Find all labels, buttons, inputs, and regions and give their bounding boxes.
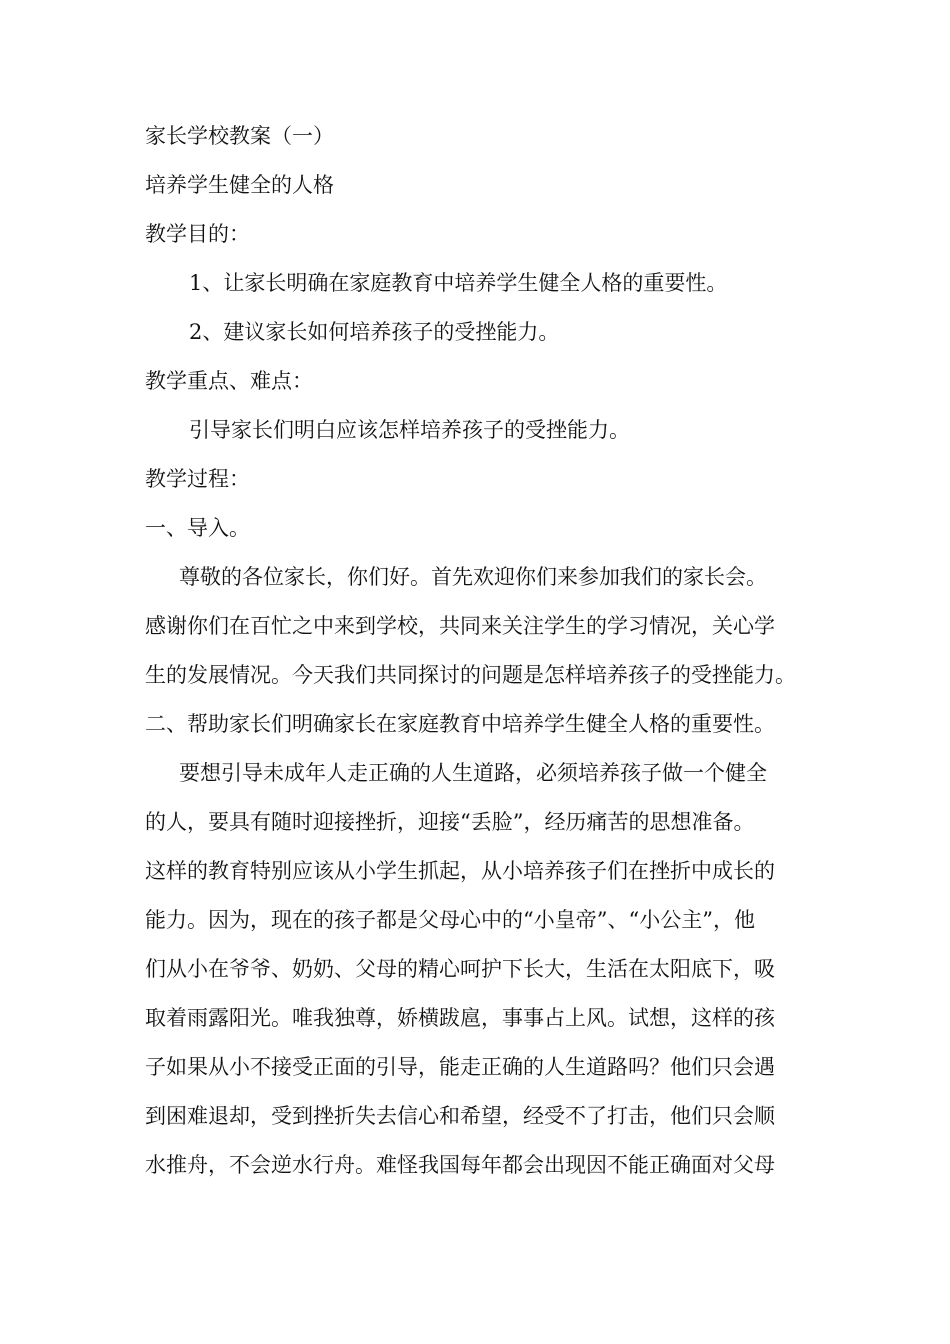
paragraph-line: 能力。因为，现在的孩子都是父母心中的“小皇帝”、“小公主”，他 xyxy=(145,908,755,932)
document-body xyxy=(145,112,815,1190)
paragraph-line: 水推舟，不会逆水行舟。难怪我国每年都会出现因不能正确面对父母 xyxy=(145,1153,775,1177)
document-title: 家长学校教案（一） xyxy=(145,124,334,148)
paragraph-line: 取着雨露阳光。唯我独尊，娇横跋扈，事事占上风。试想，这样的孩 xyxy=(145,1006,775,1030)
key-points-heading: 教学重点、难点： xyxy=(145,369,313,393)
objective-item: 1、让家长明确在家庭教育中培养学生健全人格的重要性。 xyxy=(189,271,728,295)
key-points-text: 引导家长们明白应该怎样培养孩子的受挫能力。 xyxy=(189,418,630,442)
paragraph-line: 的人，要具有随时迎接挫折，迎接“丢脸”，经历痛苦的思想准备。 xyxy=(145,810,755,834)
paragraph-line: 生的发展情况。今天我们共同探讨的问题是怎样培养孩子的受挫能力。 xyxy=(145,663,796,687)
paragraph-line: 到困难退却，受到挫折失去信心和希望，经受不了打击，他们只会顺 xyxy=(145,1104,775,1128)
objectives-heading: 教学目的： xyxy=(145,222,250,246)
paragraph-line: 尊敬的各位家长，你们好。首先欢迎你们来参加我们的家长会。 xyxy=(179,565,767,589)
process-heading: 教学过程： xyxy=(145,467,250,491)
document-subtitle: 培养学生健全的人格 xyxy=(145,173,334,197)
paragraph-line: 子如果从小不接受正面的引导，能走正确的人生道路吗？他们只会遇 xyxy=(145,1055,775,1079)
objective-item: 2、建议家长如何培养孩子的受挫能力。 xyxy=(189,320,560,344)
paragraph-line: 这样的教育特别应该从小学生抓起，从小培养孩子们在挫折中成长的 xyxy=(145,859,775,883)
paragraph-line: 感谢你们在百忙之中来到学校，共同来关注学生的学习情况，关心学 xyxy=(145,614,775,638)
paragraph-line: 要想引导未成年人走正确的人生道路，必须培养孩子做一个健全 xyxy=(179,761,767,785)
paragraph-line: 们从小在爷爷、奶奶、父母的精心呵护下长大，生活在太阳底下，吸 xyxy=(145,957,775,981)
section2-heading: 二、帮助家长们明确家长在家庭教育中培养学生健全人格的重要性。 xyxy=(145,712,775,736)
section1-heading: 一、导入。 xyxy=(145,516,250,540)
